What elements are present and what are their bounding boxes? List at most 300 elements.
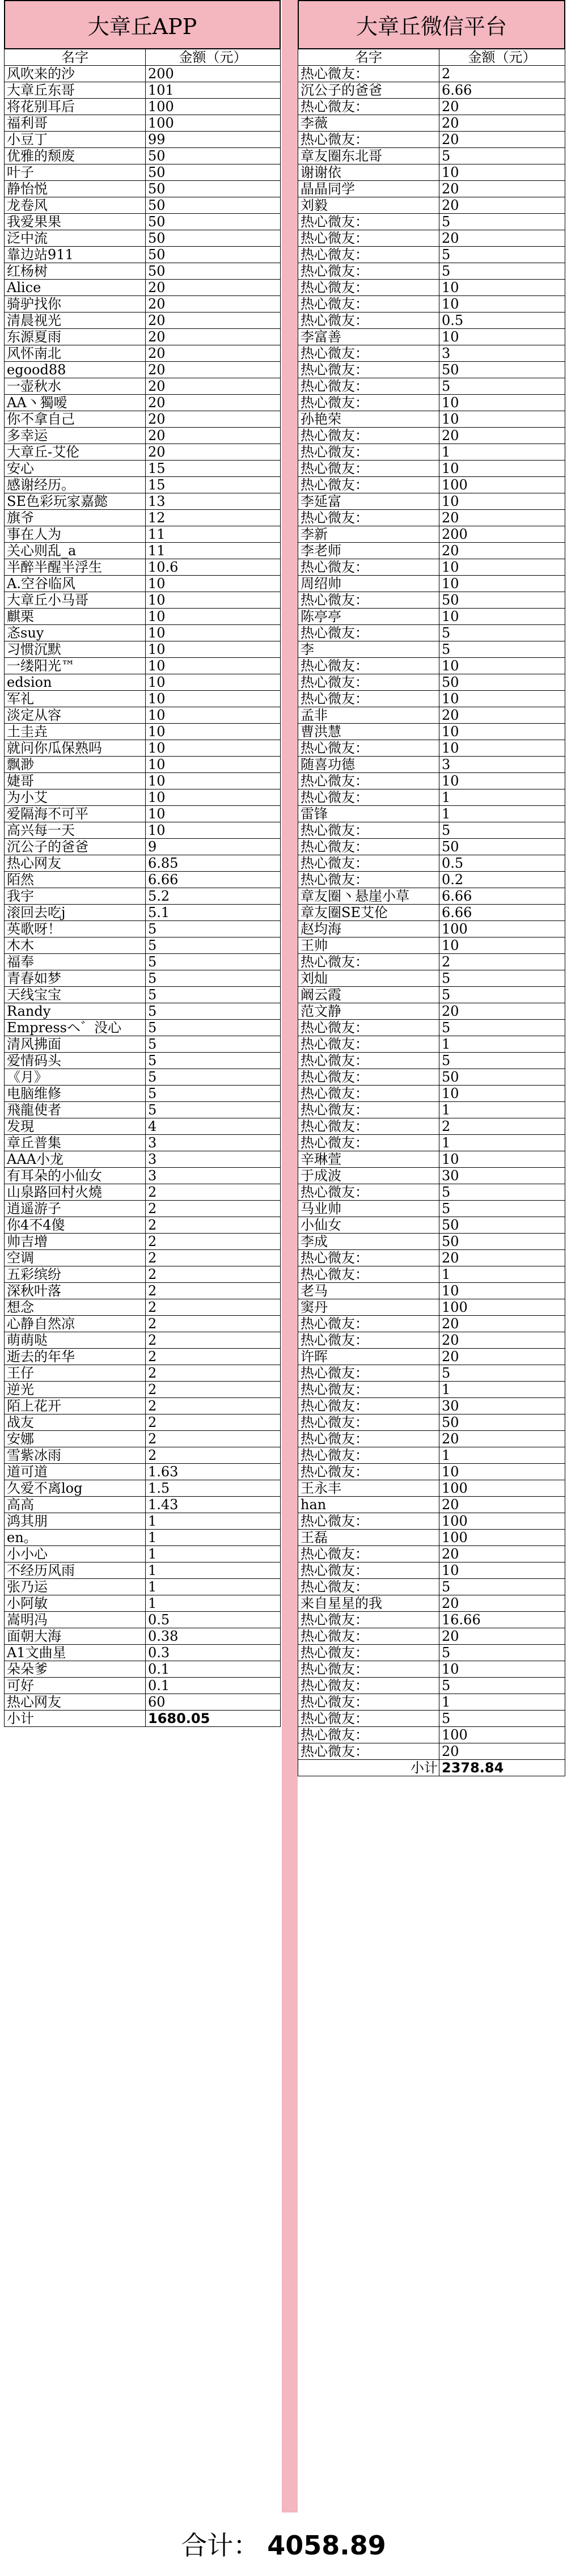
wechat-donation-amount: 20 bbox=[439, 197, 565, 213]
wechat-donation-amount: 5 bbox=[439, 970, 565, 986]
app-donor-name: 《月》 bbox=[4, 1069, 146, 1085]
app-donation-amount: 20 bbox=[146, 313, 281, 328]
app-table-row bbox=[4, 576, 281, 592]
wechat-donation-amount: 20 bbox=[439, 707, 565, 723]
wechat-table-row bbox=[298, 625, 565, 641]
app-table-row bbox=[4, 1480, 281, 1497]
app-donor-name: 你4不4傻 bbox=[4, 1217, 146, 1233]
wechat-table-row bbox=[298, 378, 565, 395]
wechat-table-row bbox=[298, 296, 565, 313]
wechat-donation-amount: 20 bbox=[439, 1250, 565, 1266]
app-table-row bbox=[4, 263, 281, 280]
app-donation-amount: 5 bbox=[146, 1053, 281, 1069]
wechat-table-row bbox=[298, 115, 565, 132]
wechat-donation-amount: 5 bbox=[439, 1645, 565, 1661]
wechat-donor-name: 热心微友： bbox=[298, 1743, 439, 1759]
app-donor-name: 沉公子的爸爸 bbox=[4, 839, 146, 855]
wechat-donation-amount: 200 bbox=[439, 526, 565, 542]
wechat-table-row bbox=[298, 181, 565, 197]
wechat-donor-name: 刘灿 bbox=[298, 970, 439, 986]
app-donation-amount: 0.5 bbox=[146, 1612, 281, 1628]
app-donation-amount: 200 bbox=[146, 66, 281, 82]
wechat-donor-name: 马业帅 bbox=[298, 1201, 439, 1217]
app-table-row bbox=[4, 855, 281, 872]
wechat-table-row bbox=[298, 197, 565, 214]
wechat-donor-name: 热心微友： bbox=[298, 1694, 439, 1710]
wechat-donor-name: 李成 bbox=[298, 1234, 439, 1249]
wechat-table-row bbox=[298, 1513, 565, 1530]
wechat-donor-name: 热心微友： bbox=[298, 1365, 439, 1381]
wechat-table-row bbox=[298, 1727, 565, 1743]
wechat-table-row bbox=[298, 1250, 565, 1266]
wechat-donation-amount: 20 bbox=[439, 1743, 565, 1759]
wechat-table-row bbox=[298, 987, 565, 1003]
wechat-donor-name: 热心微友： bbox=[298, 1250, 439, 1266]
app-table-row bbox=[4, 1036, 281, 1053]
app-table-row bbox=[4, 1414, 281, 1431]
wechat-table-row bbox=[298, 1349, 565, 1365]
app-table-row bbox=[4, 1579, 281, 1595]
wechat-donation-amount: 5 bbox=[439, 378, 565, 394]
wechat-donation-amount: 20 bbox=[439, 1332, 565, 1348]
app-donor-name: 萌萌哒 bbox=[4, 1332, 146, 1348]
wechat-donor-name: 刘毅 bbox=[298, 197, 439, 213]
wechat-table-row bbox=[298, 1234, 565, 1250]
wechat-table-row bbox=[298, 1480, 565, 1497]
app-donation-amount: 12 bbox=[146, 510, 281, 526]
app-table-row bbox=[4, 1184, 281, 1201]
app-table-row bbox=[4, 1447, 281, 1464]
wechat-donation-amount: 5 bbox=[439, 1053, 565, 1069]
app-donation-amount: 11 bbox=[146, 543, 281, 559]
app-table-row bbox=[4, 1431, 281, 1447]
wechat-donation-amount: 10 bbox=[439, 691, 565, 707]
wechat-donor-name: 热心微友： bbox=[298, 691, 439, 707]
app-donor-name: 旗爷 bbox=[4, 510, 146, 526]
wechat-donor-name: 热心微友： bbox=[298, 66, 439, 82]
wechat-table-row bbox=[298, 444, 565, 461]
app-donor-name: 感谢经历。 bbox=[4, 477, 146, 493]
app-table-row bbox=[4, 1020, 281, 1036]
app-donation-amount: 6.66 bbox=[146, 872, 281, 888]
wechat-donor-name: 热心微友： bbox=[298, 362, 439, 378]
wechat-donor-name: 热心微友： bbox=[298, 313, 439, 328]
app-donation-amount: 2 bbox=[146, 1414, 281, 1430]
app-donor-name: A1文曲星 bbox=[4, 1645, 146, 1661]
app-donation-amount: 5 bbox=[146, 1003, 281, 1019]
wechat-donor-name: 热心微友： bbox=[298, 1563, 439, 1578]
app-donor-name: 久爱不离log bbox=[4, 1480, 146, 1496]
wechat-table-row bbox=[298, 921, 565, 938]
app-donor-name: 飛龍使者 bbox=[4, 1102, 146, 1118]
wechat-donation-amount: 1 bbox=[439, 789, 565, 805]
column-divider bbox=[282, 0, 298, 2512]
app-table-row bbox=[4, 378, 281, 395]
app-table-row bbox=[4, 1332, 281, 1349]
app-table-row bbox=[4, 1299, 281, 1316]
wechat-donor-name: 热心微友： bbox=[298, 592, 439, 608]
app-donation-amount: 101 bbox=[146, 82, 281, 98]
wechat-donation-amount: 10 bbox=[439, 1661, 565, 1677]
wechat-donor-name: 章友圈SE艾伦 bbox=[298, 905, 439, 920]
app-donor-name: 多幸运 bbox=[4, 428, 146, 444]
app-table-row bbox=[4, 757, 281, 773]
wechat-donation-table bbox=[298, 49, 565, 1776]
wechat-donor-name: 热心微友： bbox=[298, 1086, 439, 1101]
wechat-table-row bbox=[298, 214, 565, 230]
app-table-row bbox=[4, 1513, 281, 1530]
app-table-row bbox=[4, 1612, 281, 1628]
app-table-row bbox=[4, 1464, 281, 1480]
wechat-donor-name: 热心微友： bbox=[298, 1118, 439, 1134]
wechat-table-row bbox=[298, 1579, 565, 1595]
wechat-donation-amount: 1 bbox=[439, 1694, 565, 1710]
app-donation-amount: 2 bbox=[146, 1201, 281, 1217]
wechat-donor-name: 热心微友： bbox=[298, 1612, 439, 1628]
app-donor-name: 雪紫冰雨 bbox=[4, 1447, 146, 1463]
wechat-table-row bbox=[298, 313, 565, 329]
wechat-donor-name: 王永丰 bbox=[298, 1480, 439, 1496]
app-table-row bbox=[4, 1316, 281, 1332]
wechat-donation-amount: 10 bbox=[439, 740, 565, 756]
wechat-donor-name: 热心微友： bbox=[298, 263, 439, 279]
app-donation-amount: 15 bbox=[146, 461, 281, 476]
wechat-donation-amount: 2 bbox=[439, 1118, 565, 1134]
app-table-row bbox=[4, 444, 281, 461]
wechat-donation-amount: 20 bbox=[439, 1546, 565, 1562]
wechat-donor-name: 来自星星的我 bbox=[298, 1595, 439, 1611]
wechat-table-row bbox=[298, 1628, 565, 1645]
wechat-donor-name: 热心微友： bbox=[298, 872, 439, 888]
wechat-donation-amount: 50 bbox=[439, 1069, 565, 1085]
app-donation-amount: 20 bbox=[146, 296, 281, 312]
app-donation-amount: 2 bbox=[146, 1431, 281, 1447]
wechat-subtotal-label: 小计 bbox=[298, 1760, 439, 1776]
wechat-table-row bbox=[298, 1711, 565, 1727]
app-table-row bbox=[4, 740, 281, 757]
wechat-table-row bbox=[298, 1645, 565, 1661]
wechat-donor-name: 雷锋 bbox=[298, 806, 439, 822]
wechat-table-row bbox=[298, 1497, 565, 1513]
app-donation-amount: 50 bbox=[146, 197, 281, 213]
app-donation-amount: 0.3 bbox=[146, 1645, 281, 1661]
app-table-row bbox=[4, 345, 281, 362]
app-donation-amount: 3 bbox=[146, 1135, 281, 1151]
app-donor-name: 福奉 bbox=[4, 954, 146, 970]
wechat-donation-amount: 1 bbox=[439, 1036, 565, 1052]
app-table-row bbox=[4, 1069, 281, 1086]
wechat-table-row bbox=[298, 477, 565, 493]
wechat-donation-amount: 3 bbox=[439, 345, 565, 361]
grand-total bbox=[0, 2528, 567, 2562]
app-donor-name: 一缕阳光™ bbox=[4, 658, 146, 674]
app-table-row bbox=[4, 214, 281, 230]
wechat-donation-amount: 6.66 bbox=[439, 905, 565, 920]
app-donor-name: 骑驴找你 bbox=[4, 296, 146, 312]
app-donation-amount: 10 bbox=[146, 691, 281, 707]
app-table-row bbox=[4, 1118, 281, 1135]
app-table-row bbox=[4, 1382, 281, 1398]
wechat-donation-amount: 20 bbox=[439, 543, 565, 559]
app-table-row bbox=[4, 954, 281, 970]
wechat-donation-amount: 5 bbox=[439, 1365, 565, 1381]
app-donation-amount: 5 bbox=[146, 1069, 281, 1085]
app-table-row bbox=[4, 411, 281, 428]
wechat-donor-name: 热心微友： bbox=[298, 280, 439, 295]
app-donation-amount: 20 bbox=[146, 280, 281, 295]
app-table-row bbox=[4, 559, 281, 576]
wechat-donation-amount: 50 bbox=[439, 1234, 565, 1249]
app-donation-amount: 20 bbox=[146, 362, 281, 378]
wechat-table-row bbox=[298, 855, 565, 872]
wechat-table-row bbox=[298, 740, 565, 757]
wechat-donor-name: 李新 bbox=[298, 526, 439, 542]
app-donation-amount: 10 bbox=[146, 658, 281, 674]
wechat-table-row bbox=[298, 839, 565, 855]
app-donor-name: 逆光 bbox=[4, 1382, 146, 1397]
app-donation-amount: 1.63 bbox=[146, 1464, 281, 1480]
app-donor-name: 忞suy bbox=[4, 625, 146, 641]
wechat-donation-amount: 100 bbox=[439, 1480, 565, 1496]
app-donation-amount: 2 bbox=[146, 1382, 281, 1397]
app-donation-amount: 1 bbox=[146, 1595, 281, 1611]
wechat-donor-name: 热心微友： bbox=[298, 855, 439, 871]
app-table-row bbox=[4, 296, 281, 313]
wechat-donor-name: 热心微友： bbox=[298, 1332, 439, 1348]
app-donation-amount: 2 bbox=[146, 1266, 281, 1282]
app-table-row bbox=[4, 641, 281, 658]
wechat-donor-name: 谢谢依 bbox=[298, 164, 439, 180]
app-donor-name: 小豆丁 bbox=[4, 132, 146, 147]
wechat-donor-name: 热心微友： bbox=[298, 230, 439, 246]
wechat-table-row bbox=[298, 1563, 565, 1579]
wechat-table-row bbox=[298, 230, 565, 247]
app-donation-amount: 5 bbox=[146, 921, 281, 937]
wechat-donor-name: 热心微友： bbox=[298, 1135, 439, 1151]
app-donor-name: 麒栗 bbox=[4, 609, 146, 624]
wechat-donation-amount: 100 bbox=[439, 477, 565, 493]
app-table-row bbox=[4, 1398, 281, 1414]
wechat-table-row bbox=[298, 1118, 565, 1135]
app-donation-amount: 2 bbox=[146, 1184, 281, 1200]
app-table-row bbox=[4, 526, 281, 543]
app-donation-amount: 5 bbox=[146, 1086, 281, 1101]
wechat-table-row bbox=[298, 1283, 565, 1299]
app-table-row bbox=[4, 1530, 281, 1546]
wechat-table-row bbox=[298, 1382, 565, 1398]
wechat-table-row bbox=[298, 674, 565, 691]
app-table-row bbox=[4, 1168, 281, 1184]
app-donor-name: A.空谷临风 bbox=[4, 576, 146, 592]
wechat-donation-amount: 100 bbox=[439, 1727, 565, 1743]
wechat-table-row bbox=[298, 1184, 565, 1201]
app-donation-amount: 6.85 bbox=[146, 855, 281, 871]
wechat-table-row bbox=[298, 345, 565, 362]
app-table-row bbox=[4, 1086, 281, 1102]
wechat-donor-name: 赵均海 bbox=[298, 921, 439, 937]
wechat-table-row bbox=[298, 1530, 565, 1546]
app-donor-name: 小小心 bbox=[4, 1546, 146, 1562]
app-donor-name: 大章丘东哥 bbox=[4, 82, 146, 98]
wechat-donation-amount: 20 bbox=[439, 132, 565, 147]
app-table-row bbox=[4, 510, 281, 526]
wechat-table-row bbox=[298, 559, 565, 576]
app-donor-name: 就问你瓜保熟吗 bbox=[4, 740, 146, 756]
wechat-donation-amount: 20 bbox=[439, 1003, 565, 1019]
wechat-donor-name: 曹洪慧 bbox=[298, 724, 439, 740]
app-donation-amount: 5 bbox=[146, 987, 281, 1003]
wechat-table-row bbox=[298, 1151, 565, 1168]
app-col-name-header: 名字 bbox=[4, 49, 146, 65]
app-donation-amount: 20 bbox=[146, 428, 281, 444]
wechat-donor-name: 窦丹 bbox=[298, 1299, 439, 1315]
wechat-donor-name: 周绍帅 bbox=[298, 576, 439, 592]
wechat-donation-amount: 10 bbox=[439, 1151, 565, 1167]
app-table-row bbox=[4, 1234, 281, 1250]
app-donation-amount: 10 bbox=[146, 724, 281, 740]
wechat-table-row bbox=[298, 543, 565, 559]
wechat-donation-amount: 20 bbox=[439, 428, 565, 444]
app-donation-amount: 5.1 bbox=[146, 905, 281, 920]
app-donation-amount: 10 bbox=[146, 592, 281, 608]
app-table-row bbox=[4, 1678, 281, 1694]
wechat-donation-amount: 1 bbox=[439, 1266, 565, 1282]
wechat-subtotal-row bbox=[298, 1760, 565, 1776]
app-donor-name: 电脑维修 bbox=[4, 1086, 146, 1101]
app-table-row bbox=[4, 1053, 281, 1069]
app-donor-name: edsion bbox=[4, 674, 146, 690]
wechat-table-row bbox=[298, 263, 565, 280]
app-donor-name: 深秋叶落 bbox=[4, 1283, 146, 1299]
wechat-donor-name: 热心微友： bbox=[298, 1266, 439, 1282]
wechat-donation-amount: 100 bbox=[439, 921, 565, 937]
app-donation-amount: 50 bbox=[146, 263, 281, 279]
app-donation-amount: 10 bbox=[146, 806, 281, 822]
wechat-donation-amount: 10 bbox=[439, 1283, 565, 1299]
app-donation-amount: 0.1 bbox=[146, 1678, 281, 1694]
wechat-donation-amount: 50 bbox=[439, 1217, 565, 1233]
app-table-row bbox=[4, 987, 281, 1003]
wechat-table-row bbox=[298, 99, 565, 115]
wechat-table-row bbox=[298, 1069, 565, 1086]
app-donation-amount: 2 bbox=[146, 1217, 281, 1233]
wechat-donor-name: 晶晶同学 bbox=[298, 181, 439, 197]
wechat-rows bbox=[298, 66, 565, 1760]
wechat-donor-name: 热心微友： bbox=[298, 740, 439, 756]
wechat-table-row bbox=[298, 82, 565, 99]
app-table-row bbox=[4, 230, 281, 247]
app-table-row bbox=[4, 822, 281, 839]
wechat-donation-amount: 2 bbox=[439, 66, 565, 82]
app-donor-name: 爱隔海不可平 bbox=[4, 806, 146, 822]
wechat-donor-name: 热心微友： bbox=[298, 345, 439, 361]
app-donor-name: 陌然 bbox=[4, 872, 146, 888]
app-donor-name: 你不拿自己 bbox=[4, 411, 146, 427]
wechat-donor-name: 王帅 bbox=[298, 938, 439, 953]
wechat-table-row bbox=[298, 806, 565, 822]
wechat-table-row bbox=[298, 1694, 565, 1711]
app-donor-name: 发現 bbox=[4, 1118, 146, 1134]
app-donor-name: 大章丘-艾伦 bbox=[4, 444, 146, 460]
app-donor-name: 风怀南北 bbox=[4, 345, 146, 361]
wechat-table-row bbox=[298, 707, 565, 724]
wechat-donor-name: 热心微友： bbox=[298, 132, 439, 147]
wechat-table-row bbox=[298, 905, 565, 921]
wechat-donor-name: 热心微友： bbox=[298, 1546, 439, 1562]
wechat-table-row bbox=[298, 1053, 565, 1069]
app-table-row bbox=[4, 329, 281, 345]
wechat-donation-amount: 5 bbox=[439, 1184, 565, 1200]
app-table-row bbox=[4, 1217, 281, 1234]
app-donation-amount: 1 bbox=[146, 1563, 281, 1578]
app-donor-name: 一壶秋水 bbox=[4, 378, 146, 394]
app-donor-name: 热心网友 bbox=[4, 1694, 146, 1710]
wechat-donor-name: 热心微友： bbox=[298, 461, 439, 476]
wechat-donor-name: 于成波 bbox=[298, 1168, 439, 1184]
app-table-row bbox=[4, 477, 281, 493]
app-donation-amount: 50 bbox=[146, 214, 281, 230]
app-table-row bbox=[4, 362, 281, 378]
wechat-donation-amount: 5 bbox=[439, 1579, 565, 1595]
app-donation-amount: 4 bbox=[146, 1118, 281, 1134]
wechat-donor-name: 章友圈丶悬崖小草 bbox=[298, 888, 439, 904]
app-donation-amount: 5.2 bbox=[146, 888, 281, 904]
app-donor-name: 逝去的年华 bbox=[4, 1349, 146, 1365]
wechat-donation-amount: 20 bbox=[439, 99, 565, 115]
app-donor-name: Randy bbox=[4, 1003, 146, 1019]
app-donation-amount: 2 bbox=[146, 1447, 281, 1463]
app-donor-name: 泛中流 bbox=[4, 230, 146, 246]
wechat-donor-name: 李富善 bbox=[298, 329, 439, 345]
app-donor-name: 高兴每一天 bbox=[4, 822, 146, 838]
wechat-donation-amount: 0.2 bbox=[439, 872, 565, 888]
app-table-row bbox=[4, 1102, 281, 1118]
app-donation-amount: 50 bbox=[146, 181, 281, 197]
app-donor-name: 飘渺 bbox=[4, 757, 146, 772]
app-donation-amount: 50 bbox=[146, 148, 281, 164]
wechat-donor-name: 热心微友： bbox=[298, 477, 439, 493]
app-table-row bbox=[4, 82, 281, 99]
wechat-donation-amount: 5 bbox=[439, 1201, 565, 1217]
app-table-row bbox=[4, 872, 281, 888]
wechat-donor-name: 阚云霞 bbox=[298, 987, 439, 1003]
wechat-table-row bbox=[298, 461, 565, 477]
wechat-table-row bbox=[298, 1135, 565, 1151]
wechat-table-row bbox=[298, 1661, 565, 1678]
app-donation-amount: 0.38 bbox=[146, 1628, 281, 1644]
wechat-donor-name: 热心微友： bbox=[298, 1398, 439, 1414]
wechat-donation-amount: 10 bbox=[439, 938, 565, 953]
app-table-row bbox=[4, 592, 281, 609]
wechat-donation-amount: 50 bbox=[439, 1414, 565, 1430]
app-table-row bbox=[4, 1250, 281, 1266]
wechat-table-row bbox=[298, 822, 565, 839]
app-donation-amount: 1 bbox=[146, 1530, 281, 1545]
wechat-donation-amount: 1 bbox=[439, 1382, 565, 1397]
app-donation-amount: 10 bbox=[146, 674, 281, 690]
app-donor-name: 事在人为 bbox=[4, 526, 146, 542]
app-donation-amount: 10 bbox=[146, 740, 281, 756]
wechat-table-row bbox=[298, 411, 565, 428]
wechat-table-row bbox=[298, 1414, 565, 1431]
app-table-row bbox=[4, 115, 281, 132]
app-table-row bbox=[4, 132, 281, 148]
wechat-donation-amount: 100 bbox=[439, 1530, 565, 1545]
wechat-col-name-header: 名字 bbox=[298, 49, 439, 65]
app-donor-name: 想念 bbox=[4, 1299, 146, 1315]
app-donor-name: 章丘普集 bbox=[4, 1135, 146, 1151]
wechat-donor-name: 热心微友： bbox=[298, 296, 439, 312]
